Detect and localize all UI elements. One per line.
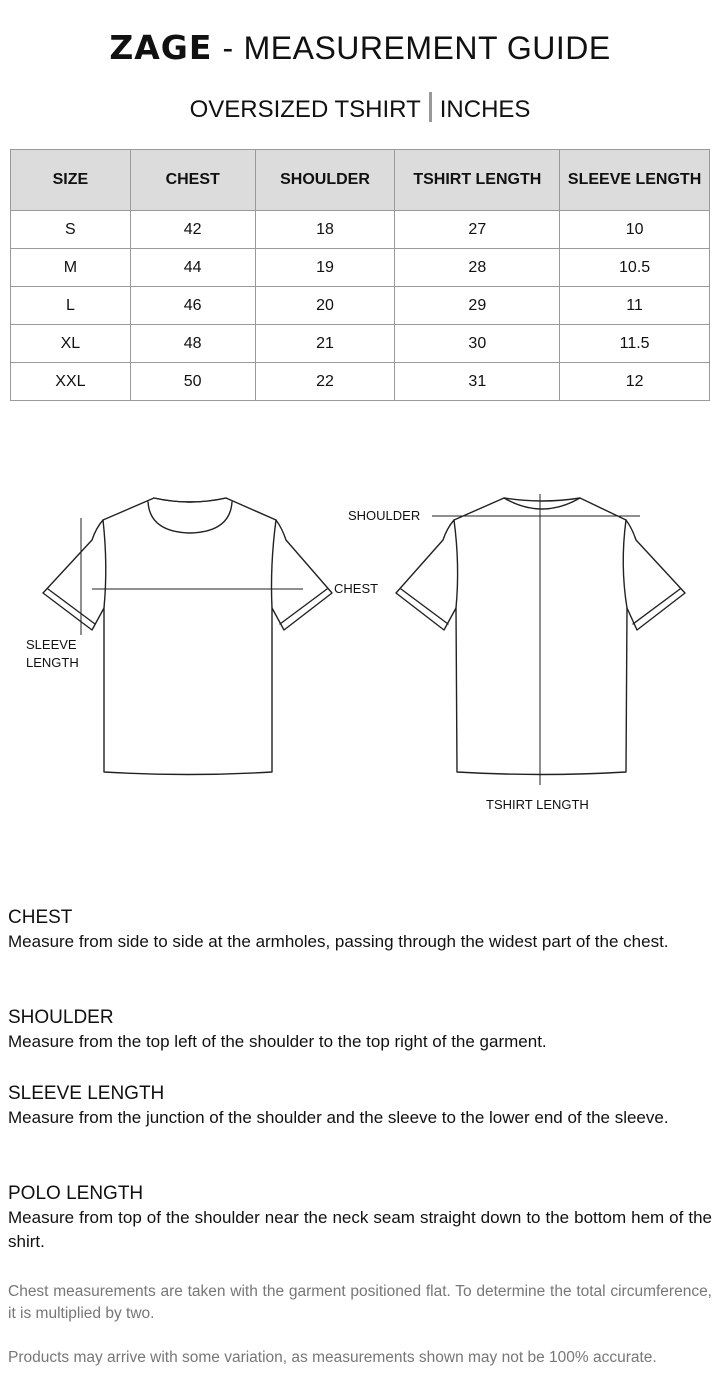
instruction-heading: SLEEVE LENGTH xyxy=(8,1083,165,1104)
title-separator: - xyxy=(222,30,234,66)
table-cell: S xyxy=(11,211,131,249)
size-chart-table xyxy=(10,149,710,401)
subtitle-divider xyxy=(429,92,432,122)
table-cell: 18 xyxy=(255,211,395,249)
tshirt-diagram-svg xyxy=(0,480,720,820)
table-row xyxy=(11,249,710,287)
instruction-text: Measure from the junction of the shoulder and the sleeve to the lower end of the sleeve. xyxy=(8,1108,669,1127)
table-cell: 29 xyxy=(395,287,560,325)
front-left-armhole xyxy=(103,520,106,608)
back-right-armhole xyxy=(623,520,627,608)
front-right-cuff xyxy=(280,589,327,624)
table-cell: 11.5 xyxy=(560,325,710,363)
product-name: OVERSIZED TSHIRT xyxy=(189,96,421,123)
table-cell: 28 xyxy=(395,249,560,287)
unit-label: INCHES xyxy=(439,96,531,123)
table-cell: 44 xyxy=(130,249,255,287)
instruction-heading: SHOULDER xyxy=(8,1007,114,1028)
table-row xyxy=(11,325,710,363)
front-collar xyxy=(148,498,232,533)
column-header-size: SIZE xyxy=(11,150,131,211)
table-cell: 22 xyxy=(255,363,395,401)
table-cell: 46 xyxy=(130,287,255,325)
column-header-sleeve-length: SLEEVE LENGTH xyxy=(560,150,710,211)
page-title xyxy=(0,28,720,67)
column-header-shoulder: SHOULDER xyxy=(255,150,395,211)
table-row xyxy=(11,363,710,401)
tshirt-length-diagram-label: TSHIRT LENGTH xyxy=(486,797,589,812)
chest-instruction xyxy=(8,906,712,954)
table-row xyxy=(11,287,710,325)
front-left-cuff xyxy=(48,589,95,624)
chest-diagram-label: CHEST xyxy=(334,581,379,596)
table-cell: 50 xyxy=(130,363,255,401)
table-cell: 19 xyxy=(255,249,395,287)
table-row xyxy=(11,211,710,249)
instruction-text: Measure from side to side at the armholes, passing through the widest part of the chest. xyxy=(8,932,669,951)
page-subtitle xyxy=(0,92,720,124)
column-header-chest: CHEST xyxy=(130,150,255,211)
table-cell: 21 xyxy=(255,325,395,363)
table-cell: XXL xyxy=(11,363,131,401)
guide-title: MEASUREMENT GUIDE xyxy=(243,30,611,66)
column-header-tshirt-length: TSHIRT LENGTH xyxy=(395,150,560,211)
front-tshirt-outline xyxy=(43,498,332,775)
brand-logo-text: ZAGE xyxy=(109,28,213,67)
measurement-diagram xyxy=(0,480,720,820)
table-cell: 10 xyxy=(560,211,710,249)
back-left-cuff xyxy=(401,589,448,624)
table-cell: 42 xyxy=(130,211,255,249)
table-header-row xyxy=(11,150,710,211)
instruction-text: Measure from top of the shoulder near the neck seam straight down to the bottom hem of the shirt. xyxy=(8,1208,712,1251)
instruction-heading: CHEST xyxy=(8,907,73,928)
front-right-armhole xyxy=(272,520,277,608)
table-cell: 12 xyxy=(560,363,710,401)
table-cell: 48 xyxy=(130,325,255,363)
shoulder-instruction xyxy=(8,1006,712,1054)
back-right-cuff xyxy=(633,589,680,624)
shoulder-diagram-label: SHOULDER xyxy=(348,508,421,523)
table-cell: 10.5 xyxy=(560,249,710,287)
table-cell: 30 xyxy=(395,325,560,363)
variation-disclaimer-note: Products may arrive with some variation, as measurements shown may not be 100% accurate. xyxy=(8,1349,657,1366)
table-cell: 11 xyxy=(560,287,710,325)
back-left-armhole xyxy=(454,520,458,608)
sleeve-diagram-label-line2: LENGTH xyxy=(26,655,79,670)
table-cell: XL xyxy=(11,325,131,363)
sleeve-diagram-label-line1: SLEEVE xyxy=(26,637,77,652)
table-cell: 27 xyxy=(395,211,560,249)
table-cell: 31 xyxy=(395,363,560,401)
table-cell: 20 xyxy=(255,287,395,325)
polo-length-instruction xyxy=(8,1182,712,1254)
table-cell: M xyxy=(11,249,131,287)
flat-measurement-note: Chest measurements are taken with the garment positioned flat. To determine the total circumference, it is multiplied by two. xyxy=(8,1283,712,1322)
instruction-text: Measure from the top left of the shoulder to the top right of the garment. xyxy=(8,1032,547,1051)
instruction-heading: POLO LENGTH xyxy=(8,1183,144,1204)
table-cell: L xyxy=(11,287,131,325)
sleeve-length-instruction xyxy=(8,1082,712,1130)
